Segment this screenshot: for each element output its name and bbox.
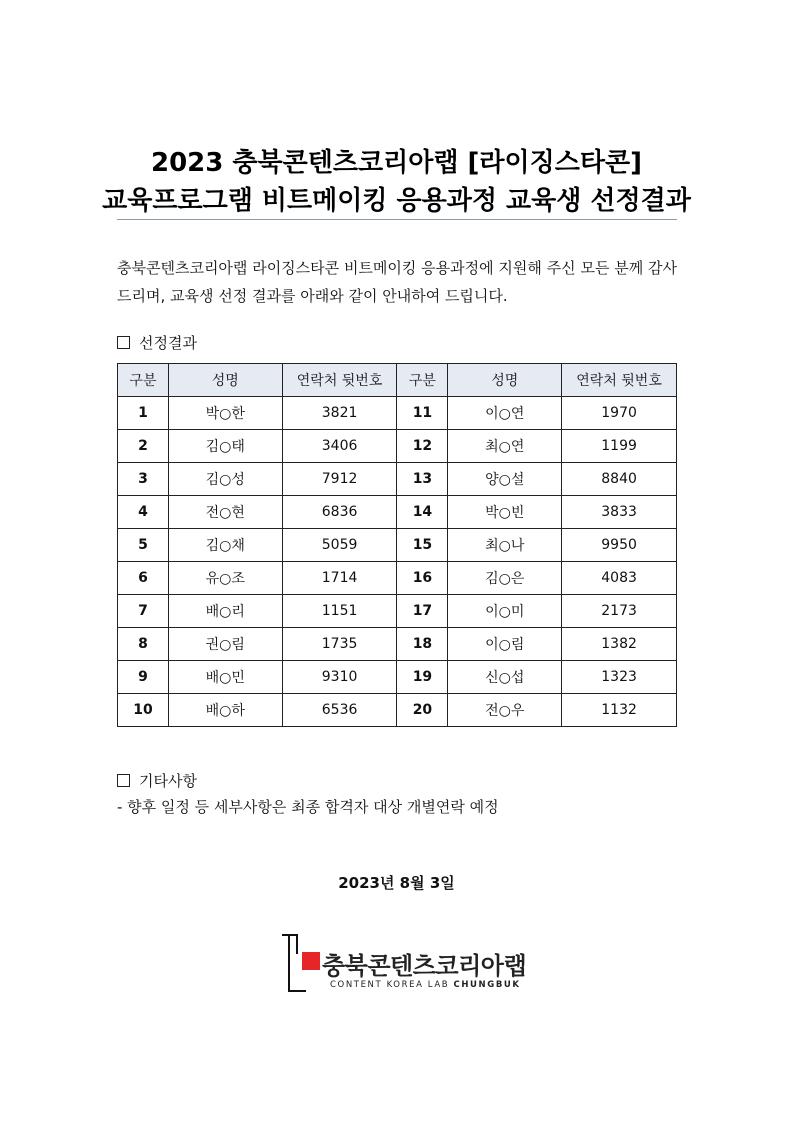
row-number: 5 [118, 529, 169, 562]
row-number: 10 [118, 694, 169, 727]
section-results-heading [117, 332, 197, 353]
row-name: 이○연 [448, 397, 562, 430]
row-phone: 8840 [562, 463, 677, 496]
row-name: 김○성 [168, 463, 282, 496]
table-row [118, 529, 677, 562]
logo-bracket-mark [296, 934, 298, 954]
row-number: 15 [397, 529, 448, 562]
row-number: 1 [118, 397, 169, 430]
document-title-line2: 교육프로그램 비트메이킹 응용과정 교육생 선정결과 [102, 186, 691, 216]
row-number: 19 [397, 661, 448, 694]
row-name: 양○설 [448, 463, 562, 496]
row-phone: 9950 [562, 529, 677, 562]
row-number: 20 [397, 694, 448, 727]
table-row [118, 430, 677, 463]
header-cell: 구분 [397, 364, 448, 397]
document-date: 2023년 8월 3일 [338, 874, 455, 892]
row-name: 이○림 [448, 628, 562, 661]
logo-red-square [302, 952, 320, 970]
header-cell: 연락처 뒷번호 [562, 364, 677, 397]
row-phone: 1714 [282, 562, 397, 595]
title-divider [117, 219, 677, 220]
table-row [118, 694, 677, 727]
logo-bracket-mark [288, 934, 290, 992]
organization-logo [282, 930, 527, 996]
table-row [118, 661, 677, 694]
row-number: 14 [397, 496, 448, 529]
checkbox-icon [117, 336, 130, 349]
row-phone: 6836 [282, 496, 397, 529]
header-cell: 구분 [118, 364, 169, 397]
table-row [118, 562, 677, 595]
row-name: 전○현 [168, 496, 282, 529]
table-row [118, 628, 677, 661]
row-phone: 2173 [562, 595, 677, 628]
row-phone: 1970 [562, 397, 677, 430]
row-name: 박○빈 [448, 496, 562, 529]
table-header-row [118, 364, 677, 397]
section-notes-label: 기타사항 [139, 772, 197, 790]
document-title-line1: 2023 충북콘텐츠코리아랩 [라이징스타콘] [151, 148, 642, 178]
row-name: 김○채 [168, 529, 282, 562]
row-name: 전○우 [448, 694, 562, 727]
row-phone: 1151 [282, 595, 397, 628]
row-phone: 3833 [562, 496, 677, 529]
row-phone: 1132 [562, 694, 677, 727]
row-number: 7 [118, 595, 169, 628]
row-number: 9 [118, 661, 169, 694]
row-number: 16 [397, 562, 448, 595]
row-phone: 4083 [562, 562, 677, 595]
row-number: 11 [397, 397, 448, 430]
header-cell: 연락처 뒷번호 [282, 364, 397, 397]
row-number: 12 [397, 430, 448, 463]
row-number: 2 [118, 430, 169, 463]
row-number: 6 [118, 562, 169, 595]
logo-subtitle [330, 980, 521, 990]
row-name: 이○미 [448, 595, 562, 628]
results-table [117, 363, 677, 727]
table-row [118, 463, 677, 496]
intro-paragraph: 충북콘텐츠코리아랩 라이징스타콘 비트메이킹 응용과정에 지원해 주신 모든 분께 감사드리며, 교육생 선정 결과를 아래와 같이 안내하여 드립니다. [117, 259, 677, 305]
row-phone: 3406 [282, 430, 397, 463]
row-name: 배○리 [168, 595, 282, 628]
table-row [118, 496, 677, 529]
row-number: 18 [397, 628, 448, 661]
logo-bracket-mark [288, 990, 306, 992]
logo-subtitle-bold: CHUNGBUK [453, 980, 521, 990]
logo-subtitle-regular: CONTENT KOREA LAB [330, 980, 454, 990]
row-phone: 5059 [282, 529, 397, 562]
row-phone: 1199 [562, 430, 677, 463]
row-name: 신○섭 [448, 661, 562, 694]
checkbox-icon [117, 774, 130, 787]
table-row [118, 595, 677, 628]
row-name: 배○하 [168, 694, 282, 727]
row-phone: 1735 [282, 628, 397, 661]
table-row [118, 397, 677, 430]
row-phone: 1323 [562, 661, 677, 694]
row-name: 권○림 [168, 628, 282, 661]
section-results-label: 선정결과 [139, 334, 197, 352]
row-phone: 9310 [282, 661, 397, 694]
row-name: 배○민 [168, 661, 282, 694]
row-phone: 7912 [282, 463, 397, 496]
section-notes-heading [117, 770, 197, 791]
logo-wordmark: 충북콘텐츠코리아랩 [322, 952, 527, 980]
row-name: 최○나 [448, 529, 562, 562]
row-phone: 6536 [282, 694, 397, 727]
note-text: - 향후 일정 등 세부사항은 최종 합격자 대상 개별연락 예정 [117, 798, 499, 816]
row-number: 17 [397, 595, 448, 628]
row-number: 8 [118, 628, 169, 661]
header-cell: 성명 [168, 364, 282, 397]
row-name: 박○한 [168, 397, 282, 430]
row-name: 김○태 [168, 430, 282, 463]
row-phone: 3821 [282, 397, 397, 430]
header-cell: 성명 [448, 364, 562, 397]
row-phone: 1382 [562, 628, 677, 661]
row-number: 4 [118, 496, 169, 529]
row-name: 김○은 [448, 562, 562, 595]
row-name: 유○조 [168, 562, 282, 595]
row-name: 최○연 [448, 430, 562, 463]
row-number: 13 [397, 463, 448, 496]
row-number: 3 [118, 463, 169, 496]
